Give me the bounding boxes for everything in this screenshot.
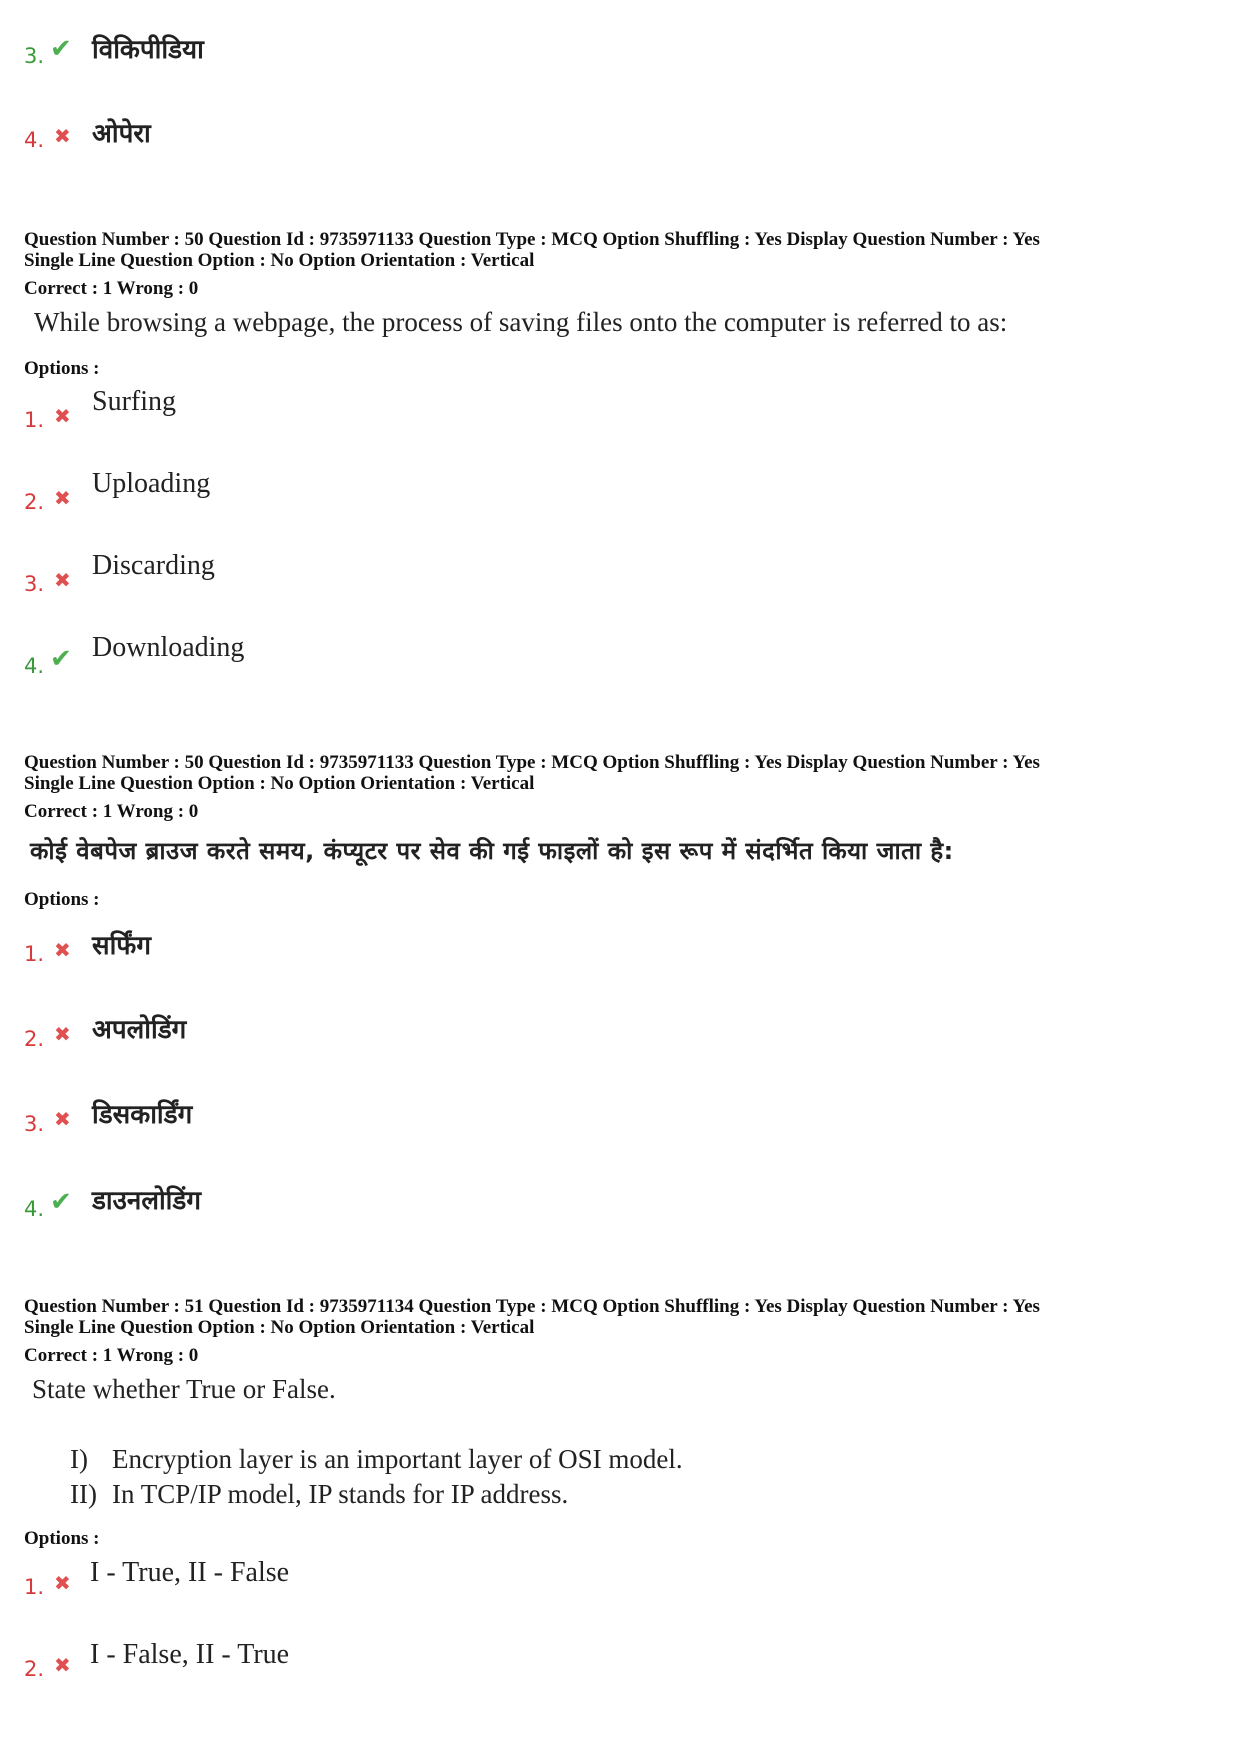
statement-label: I) [70, 1444, 88, 1474]
cross-icon: ✖ [54, 1653, 71, 1677]
option-text: सर्फिंग [92, 931, 151, 961]
question-text: State whether True or False. [32, 1374, 336, 1404]
question-score: Correct : 1 Wrong : 0 [24, 801, 199, 822]
question-meta: Question Number : 51 Question Id : 9735971134 Question Type : MCQ Option Shuffling : Yes Display Question Number : Yes [24, 1296, 1040, 1317]
check-icon: ✔ [50, 644, 72, 674]
question-meta: Single Line Question Option : No Option Orientation : Vertical [24, 250, 535, 271]
check-icon: ✔ [50, 1187, 72, 1217]
option-text: Uploading [92, 468, 211, 499]
question-score: Correct : 1 Wrong : 0 [24, 278, 199, 299]
question-text: कोई वेबपेज ब्राउज करते समय, कंप्यूटर पर सेव की गई फाइलों को इस रूप में संदर्भित किया जाता है: [30, 837, 954, 865]
question-score: Correct : 1 Wrong : 0 [24, 1345, 199, 1366]
option-number: 1. [24, 942, 45, 966]
option-text: I - False, II - True [90, 1639, 290, 1670]
statement-text: Encryption layer is an important layer of OSI model. [112, 1444, 683, 1474]
cross-icon: ✖ [54, 1107, 71, 1131]
question-text: While browsing a webpage, the process of saving files onto the computer is referred to as: [34, 307, 1008, 337]
option-text: विकिपीडिया [92, 35, 204, 65]
option-number: 3. [24, 44, 45, 68]
option-text: डाउनलोडिंग [92, 1186, 201, 1216]
options-label: Options : [24, 358, 100, 379]
option-number: 4. [24, 128, 45, 152]
options-label: Options : [24, 1528, 100, 1549]
option-text: अपलोडिंग [92, 1015, 187, 1045]
option-text: Surfing [92, 386, 176, 417]
option-number: 2. [24, 1657, 45, 1681]
cross-icon: ✖ [54, 1571, 71, 1595]
cross-icon: ✖ [54, 1022, 71, 1046]
option-number: 1. [24, 408, 45, 432]
option-number: 2. [24, 490, 45, 514]
option-number: 3. [24, 1112, 45, 1136]
question-meta: Question Number : 50 Question Id : 9735971133 Question Type : MCQ Option Shuffling : Yes Display Question Number : Yes [24, 752, 1040, 773]
question-meta: Single Line Question Option : No Option Orientation : Vertical [24, 1317, 535, 1338]
option-number: 4. [24, 1197, 45, 1221]
options-label: Options : [24, 889, 100, 910]
statement-label: II) [70, 1479, 97, 1509]
cross-icon: ✖ [54, 486, 71, 510]
option-text: I - True, II - False [90, 1557, 290, 1588]
cross-icon: ✖ [54, 938, 71, 962]
option-number: 4. [24, 654, 45, 678]
cross-icon: ✖ [54, 404, 71, 428]
option-text: Discarding [92, 550, 215, 581]
cross-icon: ✖ [54, 568, 71, 592]
cross-icon: ✖ [54, 124, 71, 148]
statement-text: In TCP/IP model, IP stands for IP address. [112, 1479, 569, 1509]
option-text: डिसकार्डिंग [92, 1100, 193, 1130]
check-icon: ✔ [50, 34, 72, 64]
question-meta: Single Line Question Option : No Option Orientation : Vertical [24, 773, 535, 794]
option-text: Downloading [92, 632, 245, 663]
option-number: 2. [24, 1027, 45, 1051]
option-text: ओपेरा [92, 119, 151, 149]
question-meta: Question Number : 50 Question Id : 9735971133 Question Type : MCQ Option Shuffling : Yes Display Question Number : Yes [24, 229, 1040, 250]
option-number: 1. [24, 1575, 45, 1599]
option-number: 3. [24, 572, 45, 596]
